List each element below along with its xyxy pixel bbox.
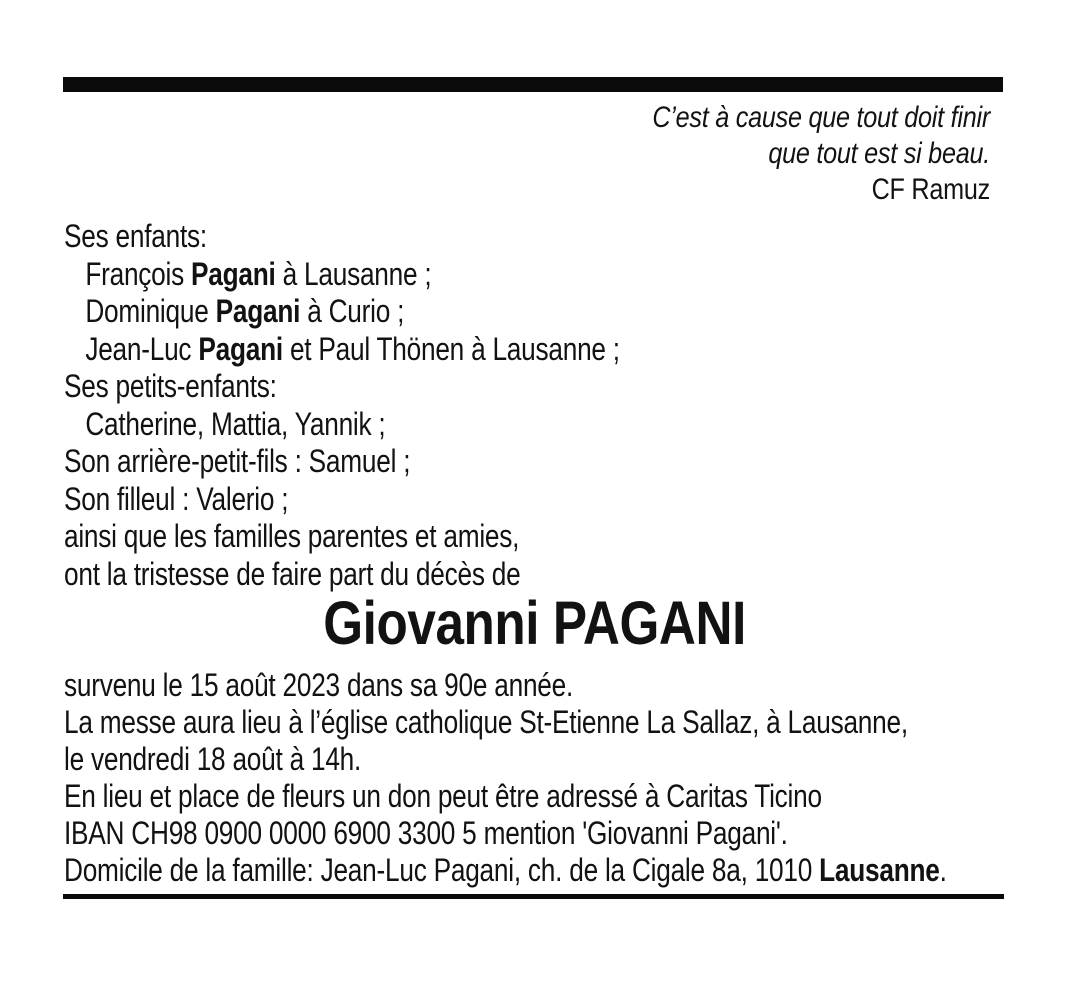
text-segment: Jean-Luc xyxy=(85,330,199,367)
text-line xyxy=(64,852,947,889)
deceased-name-heading xyxy=(0,588,1070,658)
text-segment: ainsi que les familles parentes et amies, xyxy=(64,518,520,554)
text-line xyxy=(64,368,620,406)
text-segment: à Curio ; xyxy=(300,293,405,329)
text-segment: Ses petits-enfants: xyxy=(64,368,277,404)
quote-line-1: C’est à cause que tout doit finir xyxy=(652,101,990,134)
top-divider-rule xyxy=(63,77,1003,92)
text-line xyxy=(64,218,620,256)
text-line xyxy=(64,704,947,741)
funeral-details-block xyxy=(64,667,1070,889)
text-segment: Son filleul : Valerio ; xyxy=(64,480,289,517)
text-line xyxy=(64,406,620,444)
family-announcement-block xyxy=(64,218,742,593)
text-line xyxy=(64,667,947,704)
text-segment: le vendredi 18 août à 14h. xyxy=(64,741,362,777)
bold-text-segment: Pagani xyxy=(198,330,283,367)
text-segment: à Lausanne ; xyxy=(275,255,432,292)
text-segment: ont la tristesse de faire part du décès de xyxy=(64,555,521,592)
text-line xyxy=(64,741,947,778)
deceased-name-text: Giovanni PAGANI xyxy=(323,589,747,657)
text-line xyxy=(64,481,620,519)
text-line xyxy=(64,443,620,481)
epigraph-quote xyxy=(588,100,990,208)
text-segment: survenu le 15 août 2023 dans sa 90e année. xyxy=(64,667,574,703)
text-line xyxy=(64,293,620,331)
bottom-divider-rule xyxy=(63,894,1004,899)
text-segment: Domicile de la famille: Jean-Luc Pagani, ch. de la Cigale 8a, 1010 xyxy=(64,852,820,888)
bold-text-segment: Pagani xyxy=(191,255,276,292)
quote-attribution: CF Ramuz xyxy=(871,173,990,206)
text-line xyxy=(64,518,620,556)
text-segment: Ses enfants: xyxy=(64,218,207,254)
quote-line-2: que tout est si beau. xyxy=(768,137,990,170)
text-segment: Son arrière-petit-fils : Samuel ; xyxy=(64,443,411,479)
text-segment: En lieu et place de fleurs un don peut être adressé à Caritas Ticino xyxy=(64,778,822,814)
text-segment: IBAN CH98 0900 0000 6900 3300 5 mention 'Giovanni Pagani'. xyxy=(64,815,788,851)
text-segment: . xyxy=(939,852,947,888)
text-segment: et Paul Thönen à Lausanne ; xyxy=(282,330,620,367)
text-segment: La messe aura lieu à l’église catholique St-Etienne La Sallaz, à Lausanne, xyxy=(64,704,908,740)
text-segment: François xyxy=(85,255,192,292)
bold-text-segment: Lausanne xyxy=(819,852,940,888)
text-line xyxy=(64,778,947,815)
text-line xyxy=(64,815,947,852)
text-segment: Catherine, Mattia, Yannik ; xyxy=(85,405,386,442)
text-line xyxy=(64,331,620,369)
text-line xyxy=(64,256,620,294)
text-segment: Dominique xyxy=(85,293,216,329)
bold-text-segment: Pagani xyxy=(215,293,301,329)
